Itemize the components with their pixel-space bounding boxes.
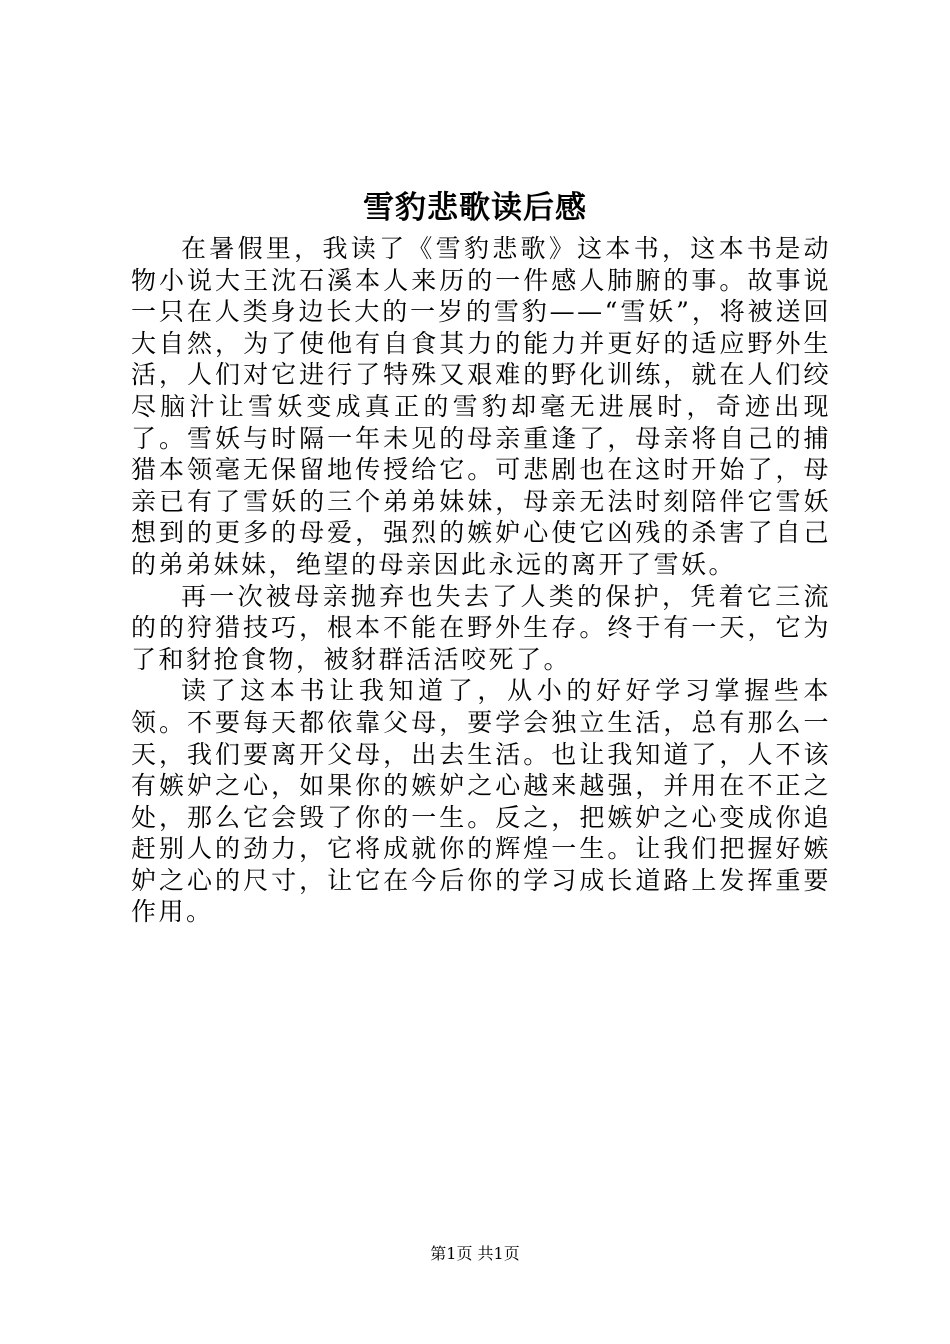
page-footer: 第1页 共1页 xyxy=(430,1244,520,1263)
paragraph-1: 在暑假里，我读了《雪豹悲歌》这本书，这本书是动物小说大王沈石溪本人来历的一件感人肺腑的事。故事说一只在人类身边长大的一岁的雪豹——“雪妖”，将被送回大自然，为了使他有自食其力的能力并更好的适应野外生活，人们对它进行了特殊又艰难的野化训练，就在人们绞尽脑汁让雪妖变成真正的雪豹却毫无进展时，奇迹出现了。雪妖与时隔一年未见的母亲重逢了，母亲将自己的捕猎本领毫无保留地传授给它。可悲剧也在这时开始了，母亲已有了雪妖的三个弟弟妹妹，母亲无法时刻陪伴它雪妖想到的更多的母爱，强烈的嫉妒心使它凶残的杀害了自己的弟弟妹妹，绝望的母亲因此永远的离开了雪妖。 xyxy=(131,234,831,579)
paragraph-2: 再一次被母亲抛弃也失去了人类的保护，凭着它三流的的狩猎技巧，根本不能在野外生存。终于有一天，它为了和豺抢食物，被豺群活活咬死了。 xyxy=(131,581,831,674)
document-body xyxy=(131,233,831,928)
paragraph-3: 读了这本书让我知道了，从小的好好学习掌握些本领。不要每天都依靠父母，要学会独立生活，总有那么一天，我们要离开父母，出去生活。也让我知道了，人不该有嫉妒之心，如果你的嫉妒之心越来越强，并用在不正之处，那么它会毁了你的一生。反之，把嫉妒之心变成你追赶别人的劲力，它将成就你的辉煌一生。让我们把握好嫉妒之心的尺寸，让它在今后你的学习成长道路上发挥重要作用。 xyxy=(131,676,831,927)
document-title: 雪豹悲歌读后感 xyxy=(363,190,587,226)
